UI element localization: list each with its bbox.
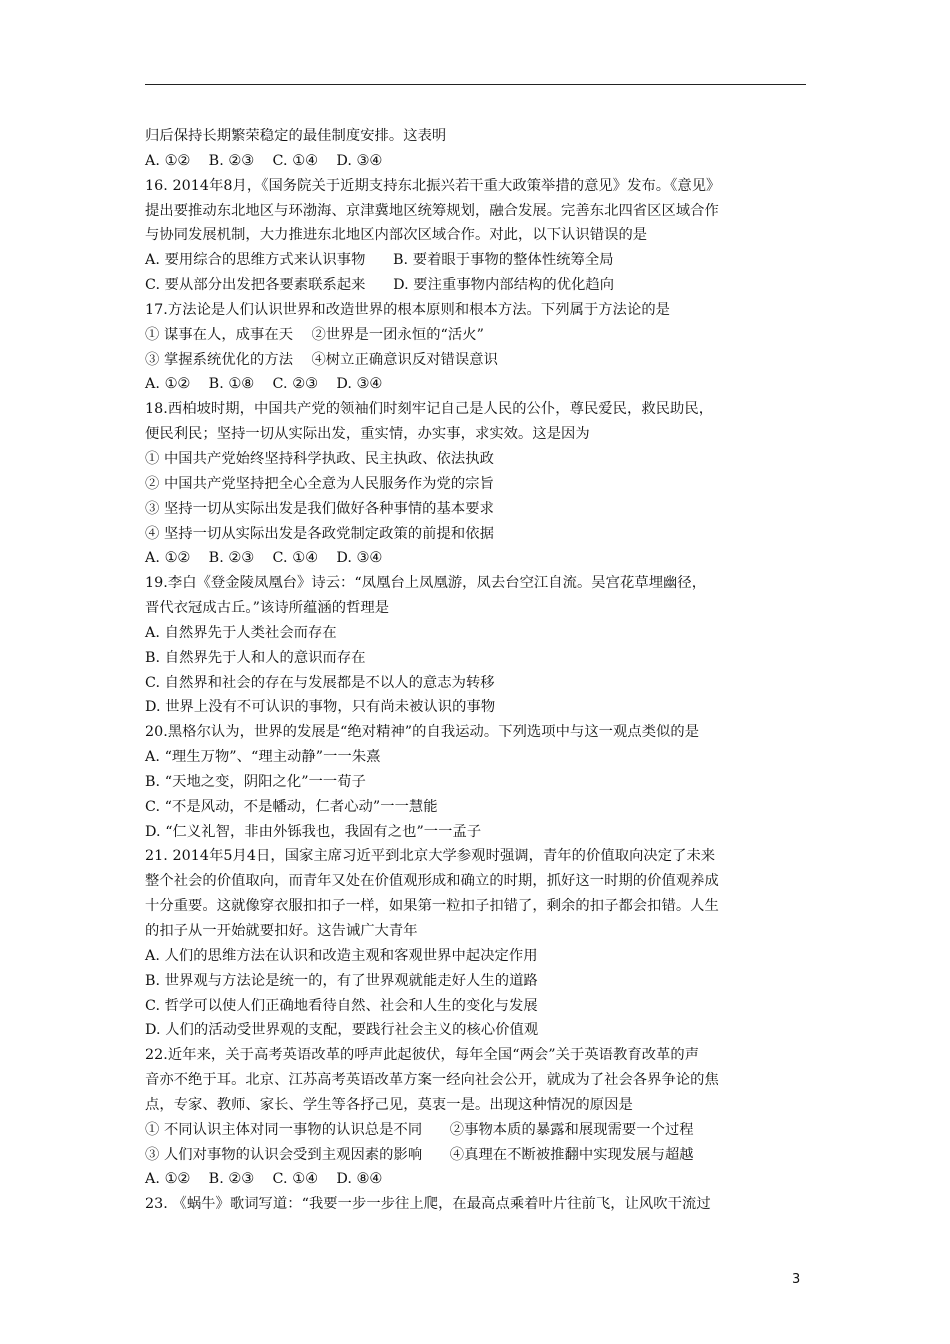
text-line: D. 人们的活动受世界观的支配，要践行社会主义的核心价值观: [145, 1022, 539, 1039]
text-line: A. ①② B. ②③ C. ①④ D. ③④: [145, 550, 383, 567]
text-line: A. 要用综合的思维方式来认识事物 B. 要着眼于事物的整体性统筹全局: [145, 252, 614, 269]
text-line: A. ①② B. ②③ C. ①④ D. ⑧④: [145, 1171, 383, 1188]
text-line: 便民利民；坚持一切从实际出发，重实情，办实事，求实效。这是因为: [145, 426, 590, 443]
text-line: C. 哲学可以使人们正确地看待自然、社会和人生的变化与发展: [145, 997, 538, 1014]
text-line: C. 自然界和社会的存在与发展都是不以人的意志为转移: [145, 674, 495, 691]
text-line: B. 世界观与方法论是统一的，有了世界观就能走好人生的道路: [145, 972, 538, 989]
text-line: 整个社会的价值取向，而青年又处在价值观形成和确立的时期，抓好这一时期的价值观养成: [145, 873, 719, 890]
text-line: ② 中国共产党坚持把全心全意为人民服务作为党的宗旨: [145, 475, 494, 492]
text-line: ① 中国共产党始终坚持科学执政、民主执政、依法执政: [145, 450, 494, 467]
text-line: A. 自然界先于人类社会而存在: [145, 624, 337, 641]
text-line: ③ 坚持一切从实际出发是我们做好各种事情的基本要求: [145, 500, 494, 517]
text-line: 归后保持长期繁荣稳定的最佳制度安排。这表明: [145, 128, 447, 144]
text-line: 的扣子从一开始就要扣好。这告诫广大青年: [145, 923, 418, 939]
text-line: A. ①② B. ②③ C. ①④ D. ③④: [145, 152, 383, 169]
header-rule: [145, 84, 806, 85]
text-line: 21. 2014年5月4日，国家主席习近平到北京大学参观时强调，青年的价值取向决定了未来: [145, 848, 716, 865]
text-line: ③ 人们对事物的认识会受到主观因素的影响 ④真理在不断被推翻中实现发展与超越: [145, 1146, 694, 1163]
text-line: B. 自然界先于人和人的意识而存在: [145, 649, 366, 666]
text-line: D. 世界上没有不可认识的事物，只有尚未被认识的事物: [145, 699, 496, 716]
text-line: ④ 坚持一切从实际出发是各政党制定政策的前提和依据: [145, 525, 494, 542]
text-line: 点，专家、教师、家长、学生等各抒己见，莫衷一是。出现这种情况的原因是: [145, 1096, 633, 1113]
page-number: 3: [792, 1272, 801, 1287]
text-line: 18.西柏坡时期，中国共产党的领袖们时刻牢记自己是人民的公仆，尊民爱民，救民助民，: [145, 401, 714, 418]
text-line: ③ 掌握系统优化的方法 ④树立正确意识反对错误意识: [145, 351, 498, 368]
text-line: D. “仁义礼智，非由外铄我也，我固有之也”一一孟子: [145, 823, 482, 840]
text-line: 晋代衣冠成古丘。”该诗所蕴涵的哲理是: [145, 600, 390, 617]
text-line: ① 不同认识主体对同一事物的认识总是不同 ②事物本质的暴露和展现需要一个过程: [145, 1121, 694, 1138]
text-line: 16. 2014年8月，《国务院关于近期支持东北振兴若干重大政策举措的意见》发布。《意见》: [145, 177, 721, 194]
text-line: A. “理生万物”、“理主动静”一一朱熹: [145, 749, 381, 766]
text-line: ① 谋事在人，成事在天 ②世界是一团永恒的“活火”: [145, 326, 484, 343]
text-line: 19.李白《登金陵凤凰台》诗云：“凤凰台上凤凰游，凤去台空江自流。吴宫花草埋幽径，: [145, 575, 707, 592]
text-line: 十分重要。这就像穿衣服扣扣子一样，如果第一粒扣子扣错了，剩余的扣子都会扣错。人生: [145, 898, 719, 915]
text-line: 22.近年来，关于高考英语改革的呼声此起彼伏，每年全国“两会”关于英语教育改革的声: [145, 1047, 700, 1064]
text-line: 与协同发展机制，大力推进东北地区内部次区域合作。对此，以下认识错误的是: [145, 227, 648, 244]
text-line: 提出要推动东北地区与环渤海、京津冀地区统筹规划，融合发展。完善东北四省区区域合作: [145, 202, 719, 219]
text-line: C. “不是风动，不是幡动，仁者心动”一一慧能: [145, 798, 438, 815]
text-line: A. ①② B. ①⑧ C. ②③ D. ③④: [145, 376, 383, 393]
text-line: B. “天地之变，阴阳之化”一一荀子: [145, 773, 366, 790]
text-line: 17.方法论是人们认识世界和改造世界的根本原则和根本方法。下列属于方法论的是: [145, 301, 671, 318]
text-line: C. 要从部分出发把各要素联系起来 D. 要注重事物内部结构的优化趋向: [145, 277, 615, 294]
document-body: [145, 124, 810, 1217]
text-line: 音亦不绝于耳。北京、江苏高考英语改革方案一经向社会公开，就成为了社会各界争论的焦: [145, 1072, 719, 1089]
text-line: 23. 《蜗牛》歌词写道：“我要一步一步往上爬，在最高点乘着叶片往前飞，让风吹干流过: [145, 1196, 711, 1213]
text-line: 20.黑格尔认为，世界的发展是“绝对精神”的自我运动。下列选项中与这一观点类似的是: [145, 724, 700, 741]
text-line: A. 人们的思维方法在认识和改造主观和客观世界中起决定作用: [145, 947, 538, 964]
